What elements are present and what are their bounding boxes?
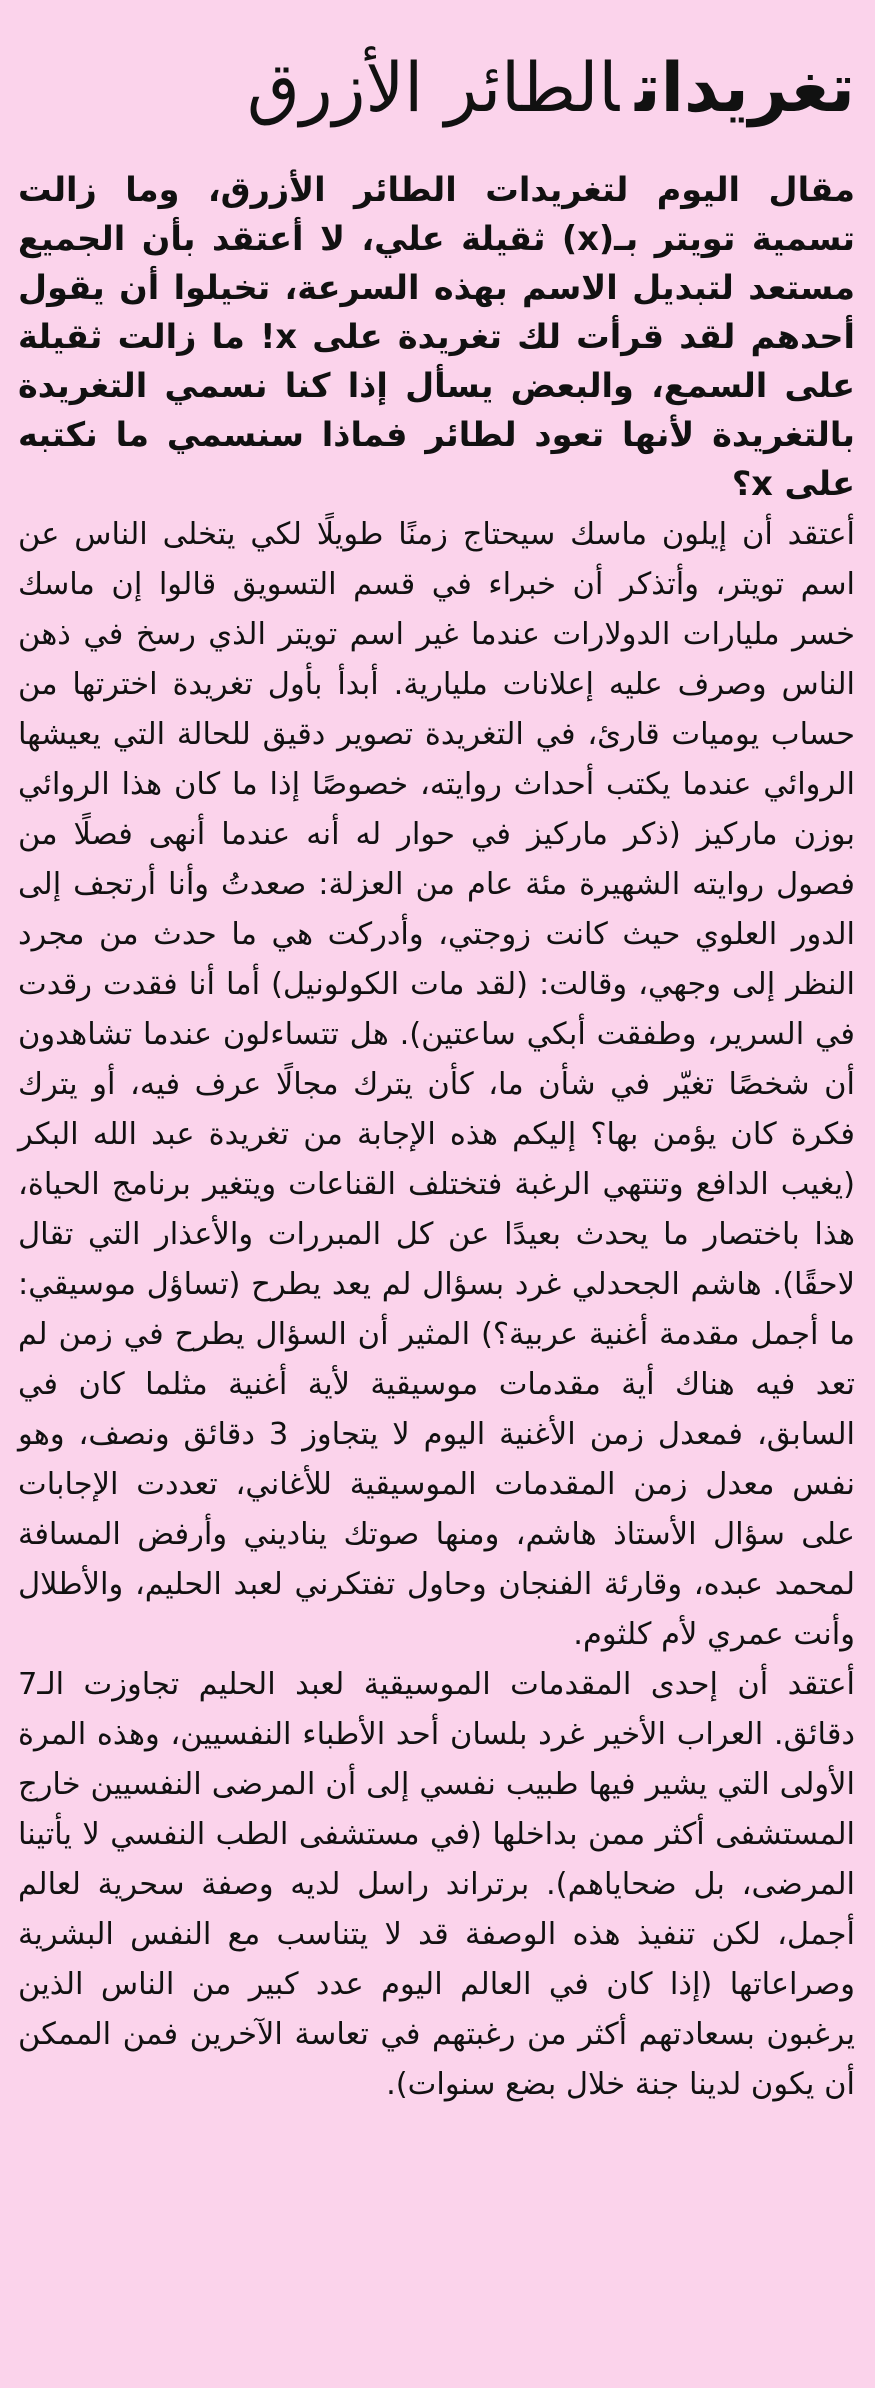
article-title xyxy=(247,49,855,128)
article-body xyxy=(18,510,855,2110)
article-lead: مقال اليوم لتغريدات الطائر الأزرق، وما زالت تسمية تويتر بـ(x) ثقيلة علي، لا أعتقد بأن الجميع مستعد لتبديل الاسم بهذه السرعة، تخيلوا أن يقول أحدهم لقد قرأت لك تغريدة على x! ما زالت ثقيلة على السمع، والبعض يسأل إذا كنا نسمي التغريدة بالتغريدة لأنها تعود لطائر فماذا سنسمي ما نكتبه على x؟ xyxy=(18,170,855,503)
article-title-bold: تغريدات xyxy=(635,49,855,128)
article-paragraph: أعتقد أن إحدى المقدمات الموسيقية لعبد الحليم تجاوزت الـ7 دقائق. العراب الأخير غرد بلسان أحد الأطباء النفسيين، وهذه المرة الأولى التي يشير فيها طبيب نفسي إلى أن المرضى النفسيين خارج المستشفى أكثر ممن بداخلها (في مستشفى الطب النفسي لا يأتينا المرضى، بل ضحاياهم). برتراند راسل لديه وصفة سحرية لعالم أجمل، لكن تنفيذ هذه الوصفة قد لا يتناسب مع النفس البشرية وصراعاتها (إذا كان في العالم اليوم عدد كبير من الناس الذين يرغبون بسعادتهم أكثر من رغبتهم في تعاسة الآخرين فمن الممكن أن يكون لدينا جنة خلال بضع سنوات). xyxy=(18,1667,855,2102)
article-title-light: الطائر الأزرق xyxy=(247,49,620,128)
article-paragraph: أعتقد أن إيلون ماسك سيحتاج زمنًا طويلًا لكي يتخلى الناس عن اسم تويتر، وأتذكر أن خبراء في قسم التسويق قالوا إن ماسك خسر مليارات الدولارات عندما غير اسم تويتر الذي رسخ في ذهن الناس وصرف عليه إعلانات مليارية. أبدأ بأول تغريدة اخترتها من حساب يوميات قارئ، في التغريدة تصوير دقيق للحالة التي يعيشها الروائي عندما يكتب أحداث روايته، خصوصًا إذا ما كان هذا الروائي بوزن ماركيز (ذكر ماركيز في حوار له أنه عندما أنهى فصلًا من فصول روايته الشهيرة مئة عام من العزلة: صعدتُ وأنا أرتجف إلى الدور العلوي حيث كانت زوجتي، وأدركت هي ما حدث من مجرد النظر إلى وجهي، وقالت: (لقد مات الكولونيل) أما أنا فقدت رقدت في السرير، وطفقت أبكي ساعتين). هل تتساءلون عندما تشاهدون أن شخصًا تغيّر في شأن ما، كأن يترك مجالًا عرف فيه، أو يترك فكرة كان يؤمن بها؟ إليكم هذه الإجابة من تغريدة عبد الله البكر (يغيب الدافع وتنتهي الرغبة فتختلف القناعات ويتغير برنامج الحياة، هذا باختصار ما يحدث بعيدًا عن كل المبررات والأعذار التي تقال لاحقًا). هاشم الجحدلي غرد بسؤال لم يعد يطرح (تساؤل موسيقي: ما أجمل مقدمة أغنية عربية؟) المثير أن السؤال يطرح في زمن لم تعد فيه هناك أية مقدمات موسيقية لأية أغنية مثلما كان في السابق، فمعدل زمن الأغنية اليوم لا يتجاوز 3 دقائق ونصف، وهو نفس معدل زمن المقدمات الموسيقية للأغاني، تعددت الإجابات على سؤال الأستاذ هاشم، ومنها صوتك يناديني وأرفض المسافة لمحمد عبده، وقارئة الفنجان وحاول تفتكرني لعبد الحليم، والأطلال وأنت عمري لأم كلثوم. xyxy=(18,517,855,1652)
